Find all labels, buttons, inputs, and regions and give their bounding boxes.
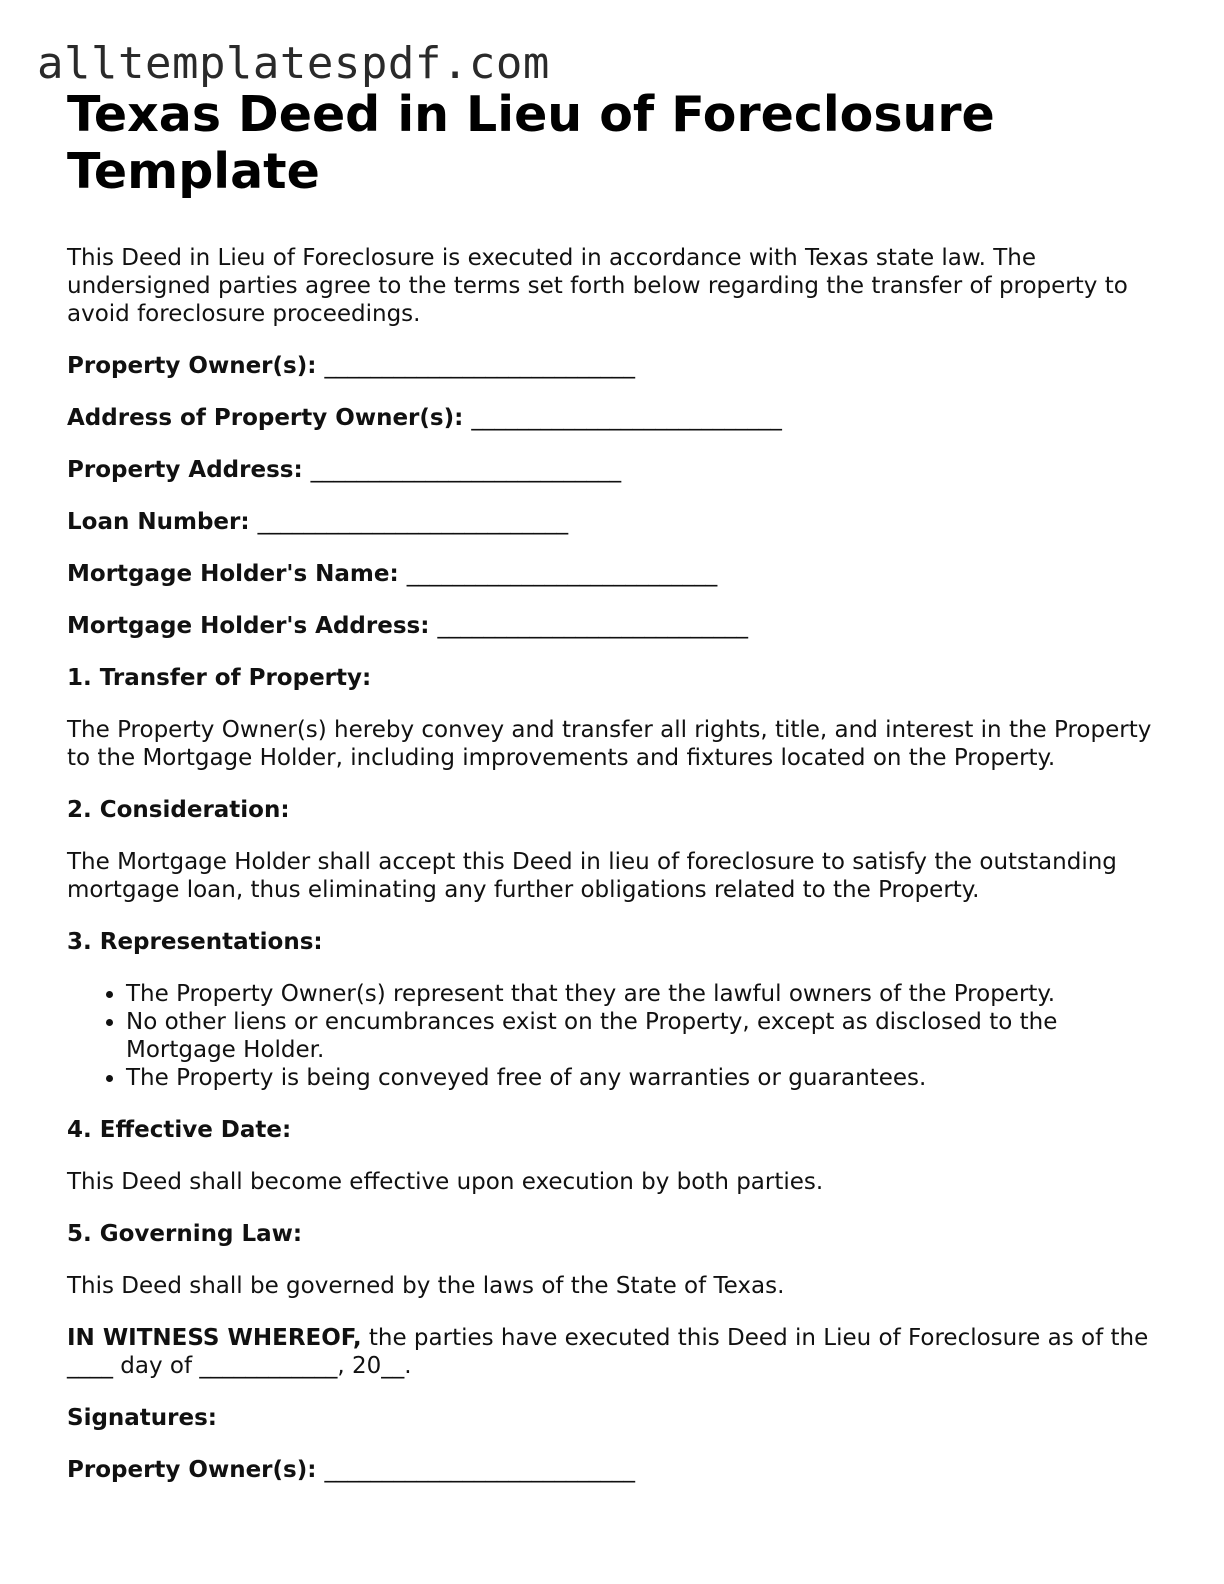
field-blank: ___________________________	[257, 509, 569, 535]
field-blank: ___________________________	[324, 1457, 635, 1483]
list-item: • No other liens or encumbrances exist on the Property, except as disclosed to the Mortgage Holder.	[126, 1008, 1157, 1064]
field-owner-address	[67, 404, 1157, 432]
list-item: • The Property is being conveyed free of any warranties or guarantees.	[126, 1064, 1157, 1092]
section-heading-representations: 3. Representations:	[67, 929, 323, 955]
field-blank: ___________________________	[324, 353, 635, 379]
field-property-address	[67, 456, 1157, 484]
field-mortgage-holder-name	[67, 560, 1157, 588]
section-text-consideration: The Mortgage Holder shall accept this Deed in lieu of foreclosure to satisfy the outstanding mortgage loan, thus eliminating any further obligations related to the Property.	[67, 849, 1117, 903]
list-item: • The Property Owner(s) represent that they are the lawful owners of the Property.	[126, 980, 1157, 1008]
section-heading-transfer: 1. Transfer of Property:	[67, 665, 372, 691]
field-blank: ___________________________	[471, 405, 782, 431]
representations-list	[67, 980, 1157, 1092]
watermark: alltemplatespdf.com	[37, 38, 550, 89]
field-mortgage-holder-address	[67, 612, 1157, 640]
field-blank: ___________________________	[437, 613, 748, 639]
field-label: Property Owner(s):	[67, 1457, 317, 1483]
field-label: Property Address:	[67, 457, 303, 483]
field-label: Loan Number:	[67, 509, 250, 535]
signatures-heading: Signatures:	[67, 1405, 218, 1431]
witness-clause	[67, 1324, 1157, 1380]
intro-paragraph: This Deed in Lieu of Foreclosure is executed in accordance with Texas state law. The undersigned parties agree to the terms set forth below regarding the transfer of property to avoid foreclosure proceedings.	[67, 245, 1128, 327]
document-body	[67, 86, 1157, 1484]
field-label: Mortgage Holder's Name:	[67, 561, 399, 587]
field-label: Property Owner(s):	[67, 353, 317, 379]
section-heading-consideration: 2. Consideration:	[67, 797, 290, 823]
field-label: Address of Property Owner(s):	[67, 405, 464, 431]
section-text-transfer: The Property Owner(s) hereby convey and transfer all rights, title, and interest in the Property to the Mortgage Holder, including improvements and fixtures located on the Property.	[67, 717, 1152, 771]
document-title: Texas Deed in Lieu of Foreclosure Template	[67, 86, 995, 200]
field-blank: ___________________________	[310, 457, 622, 483]
witness-text: the parties have executed this Deed in Lieu of Foreclosure as of the ____ day of ____________, 20__.	[67, 1325, 1149, 1379]
section-heading-effective-date: 4. Effective Date:	[67, 1117, 292, 1143]
signature-property-owners	[67, 1456, 1157, 1484]
section-heading-governing-law: 5. Governing Law:	[67, 1221, 303, 1247]
field-blank: ___________________________	[406, 561, 718, 587]
section-text-effective-date: This Deed shall become effective upon execution by both parties.	[67, 1169, 824, 1195]
field-property-owners	[67, 352, 1157, 380]
section-text-governing-law: This Deed shall be governed by the laws of the State of Texas.	[67, 1273, 785, 1299]
witness-lead: IN WITNESS WHEREOF,	[67, 1325, 362, 1351]
field-label: Mortgage Holder's Address:	[67, 613, 430, 639]
field-loan-number	[67, 508, 1157, 536]
